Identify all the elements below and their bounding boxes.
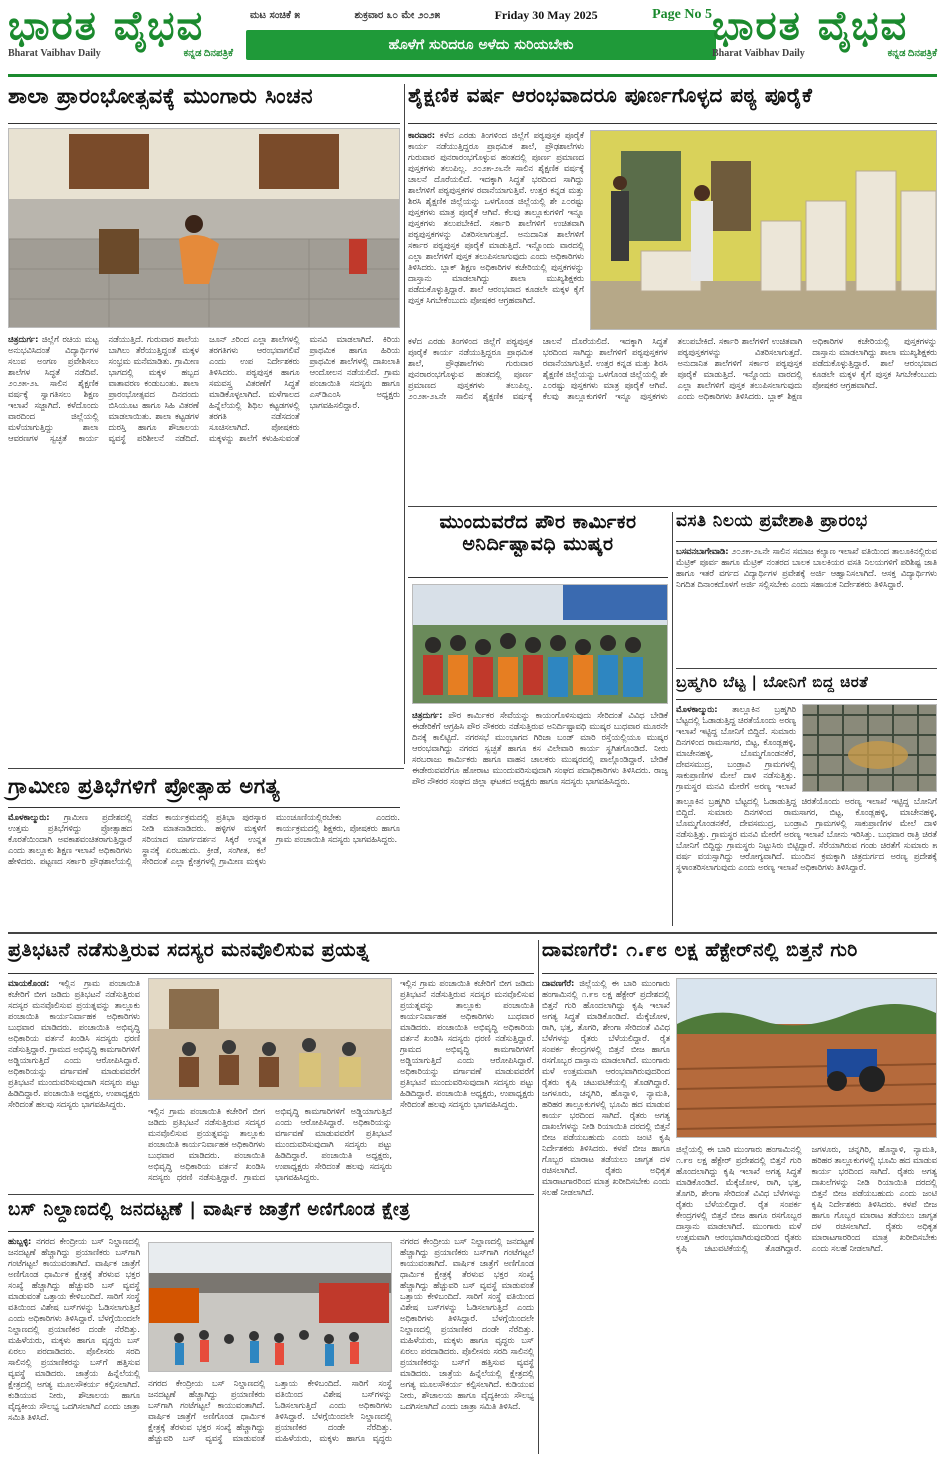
article-body-lead (676, 704, 796, 792)
logo-subtitle-en: Bharat Vaibhav Daily (712, 48, 805, 59)
body-text: ಕಳೆದ ಎರಡು ತಿಂಗಳಿಂದ ಜಿಲ್ಲೆಗೆ ಪಠ್ಯಪುಸ್ತಕ ಪೂರೈಕೆ ಕಾರ್ಯ ನಡೆಯುತ್ತಿದ್ದರೂ ಪ್ರಾಥಮಿಕ ಶಾಲೆ, ಪ್ರೌಢಶಾಲೆಗಳು ಗುರುವಾರ ಪುನರಾರಂಭಗೊಳ್ಳುವ ಹಂತದಲ್ಲಿ ಪೂರ್ಣ ಪ್ರಮಾಣದ ಪುಸ್ತಕಗಳು ತಲುಪಿಲ್ಲ. ೨೦೨೫-೨೬ನೇ ಸಾಲಿನ ಶೈಕ್ಷಣಿಕ ವರ್ಷಕ್ಕೆ ಚಾಲನೆ ದೊರೆಯಲಿದೆ. ಇದಕ್ಕಾಗಿ ಸಿದ್ಧತೆ ಭರದಿಂದ ಸಾಗಿದ್ದು ಶಾಲೆಗಳಿಗೆ ಪಠ್ಯಪುಸ್ತಕಗಳ ರವಾನೆಯಾಗುತ್ತಿವೆ. ಉತ್ತರ ಕನ್ನಡ ಮತ್ತು ಶಿರಸಿ ಶೈಕ್ಷಣಿಕ ಜಿಲ್ಲೆಯನ್ನು ಒಳಗೊಂಡ ಜಿಲ್ಲೆಯಲ್ಲಿ ಶೇ ೭೦ರಷ್ಟು ಪುಸ್ತಕಗಳು ಮಾತ್ರ ಪೂರೈಕೆ ಆಗಿವೆ. ಕೆಲವು ತಾಲ್ಲೂಕುಗಳಿಗೆ ಇನ್ನೂ ಪುಸ್ತಕಗಳು ತಲುಪಬೇಕಿದೆ. ಸರ್ಕಾರಿ ಶಾಲೆಗಳಿಗೆ ಉಚಿತವಾಗಿ ಪಠ್ಯಪುಸ್ತಕಗಳನ್ನು ವಿತರಿಸಲಾಗುತ್ತದೆ. ಅನುದಾನಿತ ಶಾಲೆಗಳಿಗೆ ಸರ್ಕಾರ ಪಠ್ಯಪುಸ್ತಕ ಪೂರೈಕೆ ಮಾಡುತ್ತಿದೆ. ಇನ್ನೊಂದು ವಾರದಲ್ಲಿ ಎಲ್ಲಾ ಶಾಲೆಗಳಿಗೆ ಪುಸ್ತಕ ತಲುಪಿಸಲಾಗುವುದು ಎಂದು ಅಧಿಕಾರಿಗಳು ತಿಳಿಸಿದರು. ಬ್ಲಾಕ್ ಶಿಕ್ಷಣ ಅಧಿಕಾರಿಗಳ ಕಚೇರಿಯಲ್ಲಿ ಪುಸ್ತಕಗಳನ್ನು ದಾಸ್ತಾನು ಮಾಡಲಾಗಿದ್ದು ಶಾಲಾ ಮುಖ್ಯಶಿಕ್ಷಕರು ಪಡೆದುಕೊಳ್ಳುತ್ತಿದ್ದಾರೆ. ಶಾಲೆ ಆರಂಭವಾದ ಕೂಡಲೇ ಮಕ್ಕಳ ಕೈಗೆ ಪುಸ್ತಕ ಸಿಗಬೇಕೆಂಬುದು ಪೋಷಕರ ಆಗ್ರಹವಾಗಿದೆ. (408, 130, 584, 305)
section-divider (8, 932, 937, 934)
body-text: ತಾಲ್ಲೂಕಿನ ಬ್ರಹ್ಮಗಿರಿ ಬೆಟ್ಟದಲ್ಲಿ ಓಡಾಡುತ್ತಿದ್ದ ಚಿರತೆಯೊಂದು ಅರಣ್ಯ ಇಲಾಖೆ ಇಟ್ಟಿದ್ದ ಬೋನಿಗೆ ಬಿದ್ದಿದೆ. ಸುಮಾರು ದಿನಗಳಿಂದ ರಾಮಸಾಗರ, ಬಿಟ್ಟ, ಕೊಂಡ್ಲಹಳ್ಳಿ, ಮಾಚೇನಹಳ್ಳಿ, ಬೊಮ್ಮಗೊಂಡನಕೆರೆ, ದೇವಸಮುದ್ರ, ಬಂಡ್ರಾವಿ ಗ್ರಾಮಗಳಲ್ಲಿ ಸಾಕುಪ್ರಾಣಿಗಳ ಮೇಲೆ ದಾಳಿ ನಡೆಸುತ್ತಿತ್ತು. ಗ್ರಾಮಸ್ಥರ ಮನವಿ ಮೇರೆಗೆ ಅರಣ್ಯ ಇಲಾಖೆ (676, 704, 796, 791)
dateline-location: ಮೊಳಕಾಲ್ಮುರು: (8, 812, 50, 822)
section-divider (8, 1194, 534, 1195)
body-text: ಪೌರ ಕಾರ್ಮಿಕರ ಸೇವೆಯನ್ನು ಕಾಯಂಗೊಳಿಸುವುದು ಸೇರಿದಂತೆ ವಿವಿಧ ಬೇಡಿಕೆ ಈಡೇರಿಕೆಗೆ ಆಗ್ರಹಿಸಿ ಪೌರ ನೌಕರರು ನಡೆಸುತ್ತಿರುವ ಅನಿರ್ದಿಷ್ಟಾವಧಿ ಮುಷ್ಕರ ಬುಧವಾರ ಮೂರನೇ ದಿನಕ್ಕೆ ಕಾಲಿಟ್ಟಿದೆ. ನಗರಸಭೆ ಮುಂಭಾಗದ ಗಿರಿಜಾ ಬಂಡ್ ಮಾರಿ ರಸ್ತೆಯಲ್ಲಿಯೂ ಮುಷ್ಕರ ಆರಂಭವಾಗಿದ್ದು ನಗರದ ಸ್ವಚ್ಛತೆ ಹಾಗೂ ಕಸ ವಿಲೇವಾರಿ ಕಾರ್ಯ ಸ್ಥಗಿತಗೊಂಡಿದೆ. ನೀರು ಸರಬರಾಜು ಕಾರ್ಮಿಕರು ಹಾಗೂ ವಾಹನ ಚಾಲಕರು ಮುಷ್ಕರದಲ್ಲಿ ಪಾಲ್ಗೊಂಡಿದ್ದಾರೆ. ಬೇಡಿಕೆ ಈಡೇರುವವರೆಗೂ ಹೋರಾಟ ಮುಂದುವರಿಸುವುದಾಗಿ ಸಂಘದ ಪದಾಧಿಕಾರಿಗಳು ತಿಳಿಸಿದರು. ರಾಜ್ಯ ಪೌರ ನೌಕರರ ಸಂಘದ ಜಿಲ್ಲಾ ಘಟಕದ ಅಧ್ಯಕ್ಷರು ಹಾಗೂ ಸದಸ್ಯರು ಭಾಗವಹಿಸಿದ್ದರು. (412, 710, 668, 786)
body-text: ೨೦೨೫-೨೬ನೇ ಸಾಲಿನ ಸಮಾಜ ಕಲ್ಯಾಣ ಇಲಾಖೆ ವತಿಯಿಂದ ತಾಲೂಕಿನಲ್ಲಿರುವ ಮೆಟ್ರಿಕ್ ಪೂರ್ವ ಹಾಗೂ ಮೆಟ್ರಿಕ್ ನಂತರದ ಬಾಲಕ ಬಾಲಕಿಯರ ವಸತಿ ನಿಲಯಗಳಿಗೆ ಪರಿಶಿಷ್ಟ ಜಾತಿ ಹಾಗೂ ಇತರೆ ವರ್ಗದ ವಿದ್ಯಾರ್ಥಿಗಳ ಪ್ರವೇಶಕ್ಕೆ ಅರ್ಜಿ ಆಹ್ವಾನಿಸಲಾಗಿದೆ. ಆಸಕ್ತ ವಿದ್ಯಾರ್ಥಿಗಳು ನಿಗದಿತ ದಿನಾಂಕದೊಳಗೆ ಅರ್ಜಿ ಸಲ್ಲಿಸಬೇಕು ಎಂದು ಸಹಾಯಕ ನಿರ್ದೇಶಕರು ತಿಳಿಸಿದ್ದಾರೆ. (676, 546, 937, 589)
article-bus-stand-crowd (8, 1200, 534, 1454)
date-kannada: ಶುಕ್ರವಾರ ೩೦ ಮೇ ೨೦೨೫ (354, 9, 441, 21)
column-divider (538, 940, 539, 1454)
dateline (246, 4, 716, 26)
dateline-location: ಚಿತ್ರದುರ್ಗ: (8, 334, 39, 344)
dateline-location: ದಾವಣಗೆರೆ: (542, 978, 575, 988)
article-body (8, 334, 400, 764)
dateline-location: ಮಾಯಕೊಂಡ: (8, 978, 50, 988)
article-body-right (400, 1236, 534, 1454)
headline: ಶೈಕ್ಷಣಿಕ ವರ್ಷ ಆರಂಭವಾದರೂ ಪೂರ್ಣಗೊಳ್ಳದ ಪಠ್ಯ ಪೂರೈಕೆ (408, 84, 937, 124)
article-body (8, 812, 400, 926)
article-body-lead (8, 1236, 140, 1454)
body-text: ಇಲ್ಲಿನ ಗ್ರಾಮ ಪಂಚಾಯಿತಿ ಕಚೇರಿಗೆ ಬೀಗ ಜಡಿದು ಪ್ರತಿಭಟನೆ ನಡೆಸುತ್ತಿರುವ ಸದಸ್ಯರ ಮನವೊಲಿಸುವ ಪ್ರಯತ್ನವನ್ನು ತಾಲ್ಲೂಕು ಪಂಚಾಯಿತಿ ಕಾರ್ಯನಿರ್ವಾಹಕ ಅಧಿಕಾರಿಗಳು ಬುಧವಾರ ಮಾಡಿದರು. ಪಂಚಾಯಿತಿ ಅಭಿವೃದ್ಧಿ ಅಧಿಕಾರಿಯ ವರ್ತನೆ ಖಂಡಿಸಿ ಸದಸ್ಯರು ಧರಣಿ ನಡೆಸುತ್ತಿದ್ದಾರೆ. ಗ್ರಾಮದ ಅಭಿವೃದ್ಧಿ ಕಾಮಗಾರಿಗಳಿಗೆ ಅಡ್ಡಿಯಾಗುತ್ತಿದೆ ಎಂದು ಆರೋಪಿಸಿದ್ದಾರೆ. ಅಧಿಕಾರಿಯನ್ನು ವರ್ಗಾವಣೆ ಮಾಡುವವರೆಗೆ ಪ್ರತಿಭಟನೆ ಮುಂದುವರಿಸುವುದಾಗಿ ಸದಸ್ಯರು ಪಟ್ಟು ಹಿಡಿದಿದ್ದಾರೆ. ಪಂಚಾಯಿತಿ ಅಧ್ಯಕ್ಷರು, ಉಪಾಧ್ಯಕ್ಷರು ಸೇರಿದಂತೆ ಹಲವು ಸದಸ್ಯರು ಭಾಗವಹಿಸಿದ್ದರು. (8, 978, 140, 1109)
photo-tractor-field (676, 978, 937, 1138)
masthead-rule (8, 74, 937, 77)
article-body (412, 710, 668, 926)
date-english: Friday 30 May 2025 (494, 7, 598, 22)
logo-title: ಭಾರತ ವೈಭವ (8, 3, 205, 49)
body-text: ಗ್ರಾಮೀಣ ಪ್ರದೇಶದಲ್ಲಿ ಉತ್ತಮ ಪ್ರತಿಭೆಗಳಿದ್ದು ಪ್ರೋತ್ಸಾಹದ ಕೊರತೆಯಿಂದಾಗಿ ಅವಕಾಶವಂಚಿತರಾಗುತ್ತಿದ್ದಾರೆ ಎಂದು ತಾಲ್ಲೂಕು ಶಿಕ್ಷಣ ಇಲಾಖೆ ಅಧಿಕಾರಿಗಳು ಹೇಳಿದರು. ಪಟ್ಟಣದ ಸರ್ಕಾರಿ ಪ್ರೌಢಶಾಲೆಯಲ್ಲಿ ನಡೆದ ಕಾರ್ಯಕ್ರಮದಲ್ಲಿ ಪ್ರತಿಭಾ ಪುರಸ್ಕಾರ ನೀಡಿ ಮಾತನಾಡಿದರು. ಹಳ್ಳಿಗಳ ಮಕ್ಕಳಿಗೆ ಸರಿಯಾದ ಮಾರ್ಗದರ್ಶನ ಸಿಕ್ಕರೆ ಉನ್ನತ ಸ್ಥಾನಕ್ಕೆ ಏರಬಹುದು. ಕ್ರೀಡೆ, ಸಂಗೀತ, ಕಲೆ ಸೇರಿದಂತೆ ಎಲ್ಲಾ ಕ್ಷೇತ್ರಗಳಲ್ಲಿ ಗ್ರಾಮೀಣ ಮಕ್ಕಳು ಮುಂಚೂಣಿಯಲ್ಲಿರಬೇಕು ಎಂದರು. ಕಾರ್ಯಕ್ರಮದಲ್ಲಿ ಶಿಕ್ಷಕರು, ಪೋಷಕರು ಹಾಗೂ ಗ್ರಾಮ ಪಂಚಾಯಿತಿ ಸದಸ್ಯರು ಭಾಗವಹಿಸಿದ್ದರು. (8, 812, 400, 866)
dateline-location: ಕಾರವಾರ: (408, 130, 436, 140)
article-hostel-admission (676, 512, 937, 662)
photo-panchayat-office (148, 978, 392, 1100)
tagline-bar (246, 30, 716, 60)
article-body-lead (8, 978, 140, 1190)
page-number: Page No 5 (652, 7, 712, 22)
dateline-location: ಹುಬ್ಬಳ್ಳಿ: (8, 1236, 32, 1246)
headline: ಗ್ರಾಮೀಣ ಪ್ರತಿಭೆಗಳಿಗೆ ಪ್ರೋತ್ಸಾಹ ಅಗತ್ಯ (8, 774, 400, 808)
article-body-continued (408, 336, 937, 502)
dateline-location: ಮೊಳಕಾಲ್ಮುರು: (676, 704, 718, 714)
article-body-lead (408, 130, 584, 330)
photo-leopard-cage (802, 704, 937, 792)
article-sowing-target (542, 940, 937, 1454)
article-body-middle (148, 1106, 392, 1190)
body-text: ಜಿಲ್ಲೆಯಲ್ಲಿ ಈ ಬಾರಿ ಮುಂಗಾರು ಹಂಗಾಮಿನಲ್ಲಿ ೧.೯೮ ಲಕ್ಷ ಹೆಕ್ಟೇರ್ ಪ್ರದೇಶದಲ್ಲಿ ಬಿತ್ತನೆ ಗುರಿ ಹೊಂದಲಾಗಿದ್ದು ಕೃಷಿ ಇಲಾಖೆ ಅಗತ್ಯ ಸಿದ್ಧತೆ ಮಾಡಿಕೊಂಡಿದೆ. ಮೆಕ್ಕೆಜೋಳ, ರಾಗಿ, ಭತ್ತ, ತೊಗರಿ, ಶೇಂಗಾ ಸೇರಿದಂತೆ ವಿವಿಧ ಬೆಳೆಗಳನ್ನು ರೈತರು ಬೆಳೆಯಲಿದ್ದಾರೆ. ರೈತ ಸಂಪರ್ಕ ಕೇಂದ್ರಗಳಲ್ಲಿ ಬಿತ್ತನೆ ಬೀಜ ಹಾಗೂ ರಸಗೊಬ್ಬರ ದಾಸ್ತಾನು ಮಾಡಲಾಗಿದೆ. ಮುಂಗಾರು ಮಳೆ ಉತ್ತಮವಾಗಿ ಆರಂಭವಾಗಿರುವುದರಿಂದ ರೈತರು ಕೃಷಿ ಚಟುವಟಿಕೆಯಲ್ಲಿ ತೊಡಗಿದ್ದಾರೆ. ಜಗಳೂರು, ಚನ್ನಗಿರಿ, ಹೊನ್ನಾಳಿ, ನ್ಯಾಮತಿ, ಹರಿಹರ ತಾಲ್ಲೂಕುಗಳಲ್ಲಿ ಭೂಮಿ ಹದ ಮಾಡುವ ಕಾರ್ಯ ಭರದಿಂದ ಸಾಗಿದೆ. ರೈತರು ಅಗತ್ಯ ದಾಖಲೆಗಳನ್ನು ನೀಡಿ ರಿಯಾಯಿತಿ ದರದಲ್ಲಿ ಬಿತ್ತನೆ ಬೀಜ ಪಡೆಯಬಹುದು ಎಂದು ಜಂಟಿ ಕೃಷಿ ನಿರ್ದೇಶಕರು ತಿಳಿಸಿದರು. ಕಳಪೆ ಬೀಜ ಹಾಗೂ ಗೊಬ್ಬರ ಮಾರಾಟ ತಡೆಯಲು ಜಾಗೃತ ದಳ ರಚಿಸಲಾಗಿದೆ. ರೈತರು ಅಧಿಕೃತ ಮಾರಾಟಗಾರರಿಂದ ಮಾತ್ರ ಖರೀದಿಸಬೇಕು ಎಂದು ಸಲಹೆ ನೀಡಲಾಗಿದೆ. (542, 978, 670, 1197)
photo-textbook-room (590, 130, 937, 330)
column-divider (404, 84, 405, 764)
masthead (8, 4, 937, 70)
body-text: ಇಲ್ಲಿನ ಗ್ರಾಮ ಪಂಚಾಯಿತಿ ಕಚೇರಿಗೆ ಬೀಗ ಜಡಿದು ಪ್ರತಿಭಟನೆ ನಡೆಸುತ್ತಿರುವ ಸದಸ್ಯರ ಮನವೊಲಿಸುವ ಪ್ರಯತ್ನವನ್ನು ತಾಲ್ಲೂಕು ಪಂಚಾಯಿತಿ ಕಾರ್ಯನಿರ್ವಾಹಕ ಅಧಿಕಾರಿಗಳು ಬುಧವಾರ ಮಾಡಿದರು. ಪಂಚಾಯಿತಿ ಅಭಿವೃದ್ಧಿ ಅಧಿಕಾರಿಯ ವರ್ತನೆ ಖಂಡಿಸಿ ಸದಸ್ಯರು ಧರಣಿ ನಡೆಸುತ್ತಿದ್ದಾರೆ. ಗ್ರಾಮದ ಅಭಿವೃದ್ಧಿ ಕಾಮಗಾರಿಗಳಿಗೆ ಅಡ್ಡಿಯಾಗುತ್ತಿದೆ ಎಂದು ಆರೋಪಿಸಿದ್ದಾರೆ. ಅಧಿಕಾರಿಯನ್ನು ವರ್ಗಾವಣೆ ಮಾಡುವವರೆಗೆ ಪ್ರತಿಭಟನೆ ಮುಂದುವರಿಸುವುದಾಗಿ ಸದಸ್ಯರು ಪಟ್ಟು ಹಿಡಿದಿದ್ದಾರೆ. ಪಂಚಾಯಿತಿ ಅಧ್ಯಕ್ಷರು, ಉಪಾಧ್ಯಕ್ಷರು ಸೇರಿದಂತೆ ಹಲವು ಸದಸ್ಯರು ಭಾಗವಹಿಸಿದ್ದರು. (400, 978, 534, 1109)
tagline: ಹೊಳೆಗೆ ಸುರಿದರೂ ಅಳೆದು ಸುರಿಯಬೇಕು (388, 37, 574, 53)
photo-school-kitchen (8, 128, 400, 328)
article-leopard-caged (676, 674, 937, 926)
body-text: ಕಳೆದ ಎರಡು ತಿಂಗಳಿಂದ ಜಿಲ್ಲೆಗೆ ಪಠ್ಯಪುಸ್ತಕ ಪೂರೈಕೆ ಕಾರ್ಯ ನಡೆಯುತ್ತಿದ್ದರೂ ಪ್ರಾಥಮಿಕ ಶಾಲೆ, ಪ್ರೌಢಶಾಲೆಗಳು ಗುರುವಾರ ಪುನರಾರಂಭಗೊಳ್ಳುವ ಹಂತದಲ್ಲಿ ಪೂರ್ಣ ಪ್ರಮಾಣದ ಪುಸ್ತಕಗಳು ತಲುಪಿಲ್ಲ. ೨೦೨೫-೨೬ನೇ ಸಾಲಿನ ಶೈಕ್ಷಣಿಕ ವರ್ಷಕ್ಕೆ ಚಾಲನೆ ದೊರೆಯಲಿದೆ. ಇದಕ್ಕಾಗಿ ಸಿದ್ಧತೆ ಭರದಿಂದ ಸಾಗಿದ್ದು ಶಾಲೆಗಳಿಗೆ ಪಠ್ಯಪುಸ್ತಕಗಳ ರವಾನೆಯಾಗುತ್ತಿವೆ. ಉತ್ತರ ಕನ್ನಡ ಮತ್ತು ಶಿರಸಿ ಶೈಕ್ಷಣಿಕ ಜಿಲ್ಲೆಯನ್ನು ಒಳಗೊಂಡ ಜಿಲ್ಲೆಯಲ್ಲಿ ಶೇ ೭೦ರಷ್ಟು ಪುಸ್ತಕಗಳು ಮಾತ್ರ ಪೂರೈಕೆ ಆಗಿವೆ. ಕೆಲವು ತಾಲ್ಲೂಕುಗಳಿಗೆ ಇನ್ನೂ ಪುಸ್ತಕಗಳು ತಲುಪಬೇಕಿದೆ. ಸರ್ಕಾರಿ ಶಾಲೆಗಳಿಗೆ ಉಚಿತವಾಗಿ ಪಠ್ಯಪುಸ್ತಕಗಳನ್ನು ವಿತರಿಸಲಾಗುತ್ತದೆ. ಅನುದಾನಿತ ಶಾಲೆಗಳಿಗೆ ಸರ್ಕಾರ ಪಠ್ಯಪುಸ್ತಕ ಪೂರೈಕೆ ಮಾಡುತ್ತಿದೆ. ಇನ್ನೊಂದು ವಾರದಲ್ಲಿ ಎಲ್ಲಾ ಶಾಲೆಗಳಿಗೆ ಪುಸ್ತಕ ತಲುಪಿಸಲಾಗುವುದು ಎಂದು ಅಧಿಕಾರಿಗಳು ತಿಳಿಸಿದರು. ಬ್ಲಾಕ್ ಶಿಕ್ಷಣ ಅಧಿಕಾರಿಗಳ ಕಚೇರಿಯಲ್ಲಿ ಪುಸ್ತಕಗಳನ್ನು ದಾಸ್ತಾನು ಮಾಡಲಾಗಿದ್ದು ಶಾಲಾ ಮುಖ್ಯಶಿಕ್ಷಕರು ಪಡೆದುಕೊಳ್ಳುತ್ತಿದ್ದಾರೆ. ಶಾಲೆ ಆರಂಭವಾದ ಕೂಡಲೇ ಮಕ್ಕಳ ಕೈಗೆ ಪುಸ್ತಕ ಸಿಗಬೇಕೆಂಬುದು ಪೋಷಕರ ಆಗ್ರಹವಾಗಿದೆ. (408, 336, 937, 401)
body-text: ನಗರದ ಕೇಂದ್ರೀಯ ಬಸ್ ನಿಲ್ದಾಣದಲ್ಲಿ ಜನದಟ್ಟಣೆ ಹೆಚ್ಚಾಗಿದ್ದು ಪ್ರಯಾಣಿಕರು ಬಸ್‌ಗಾಗಿ ಗಂಟೆಗಟ್ಟಲೆ ಕಾಯುವಂತಾಗಿದೆ. ವಾರ್ಷಿಕ ಜಾತ್ರೆಗೆ ಅಣಿಗೊಂಡ ಧಾರ್ಮಿಕ ಕ್ಷೇತ್ರಕ್ಕೆ ತೆರಳುವ ಭಕ್ತರ ಸಂಖ್ಯೆ ಹೆಚ್ಚಾಗಿದ್ದು ಹೆಚ್ಚುವರಿ ಬಸ್ ವ್ಯವಸ್ಥೆ ಮಾಡುವಂತೆ ಒತ್ತಾಯ ಕೇಳಿಬಂದಿದೆ. ಸಾರಿಗೆ ಸಂಸ್ಥೆ ವತಿಯಿಂದ ವಿಶೇಷ ಬಸ್‌ಗಳನ್ನು ಓಡಿಸಲಾಗುತ್ತಿದೆ ಎಂದು ಅಧಿಕಾರಿಗಳು ತಿಳಿಸಿದ್ದಾರೆ. ಬೆಳಗ್ಗೆಯಿಂದಲೇ ನಿಲ್ದಾಣದಲ್ಲಿ ಪ್ರಯಾಣಿಕರ ದಂಡೇ ನೆರೆದಿತ್ತು. ಮಹಿಳೆಯರು, ಮಕ್ಕಳು ಹಾಗೂ ವೃದ್ಧರು ಬಸ್ ಏರಲು ಪರದಾಡಿದರು. ಪೊಲೀಸರು ಸರದಿ ಸಾಲಿನಲ್ಲಿ ಪ್ರಯಾಣಿಕರನ್ನು ಬಸ್‌ಗೆ ಹತ್ತಿಸುವ ವ್ಯವಸ್ಥೆ ಮಾಡಿದರು. ಜಾತ್ರೆಯ ಹಿನ್ನೆಲೆಯಲ್ಲಿ ಕ್ಷೇತ್ರದಲ್ಲಿ ಅಗತ್ಯ ಮೂಲಸೌಕರ್ಯ ಕಲ್ಪಿಸಲಾಗಿದೆ. ಕುಡಿಯುವ ನೀರು, ಶೌಚಾಲಯ ಹಾಗೂ ವೈದ್ಯಕೀಯ ಸೌಲಭ್ಯ ಒದಗಿಸಲಾಗಿದೆ ಎಂದು ಜಾತ್ರಾ ಸಮಿತಿ ತಿಳಿಸಿದೆ. (400, 1236, 534, 1411)
article-body-continued (676, 1144, 937, 1454)
body-text: ನಗರದ ಕೇಂದ್ರೀಯ ಬಸ್ ನಿಲ್ದಾಣದಲ್ಲಿ ಜನದಟ್ಟಣೆ ಹೆಚ್ಚಾಗಿದ್ದು ಪ್ರಯಾಣಿಕರು ಬಸ್‌ಗಾಗಿ ಗಂಟೆಗಟ್ಟಲೆ ಕಾಯುವಂತಾಗಿದೆ. ವಾರ್ಷಿಕ ಜಾತ್ರೆಗೆ ಅಣಿಗೊಂಡ ಧಾರ್ಮಿಕ ಕ್ಷೇತ್ರಕ್ಕೆ ತೆರಳುವ ಭಕ್ತರ ಸಂಖ್ಯೆ ಹೆಚ್ಚಾಗಿದ್ದು ಹೆಚ್ಚುವರಿ ಬಸ್ ವ್ಯವಸ್ಥೆ ಮಾಡುವಂತೆ ಒತ್ತಾಯ ಕೇಳಿಬಂದಿದೆ. ಸಾರಿಗೆ ಸಂಸ್ಥೆ ವತಿಯಿಂದ ವಿಶೇಷ ಬಸ್‌ಗಳನ್ನು ಓಡಿಸಲಾಗುತ್ತಿದೆ ಎಂದು ಅಧಿಕಾರಿಗಳು ತಿಳಿಸಿದ್ದಾರೆ. ಬೆಳಗ್ಗೆಯಿಂದಲೇ ನಿಲ್ದಾಣದಲ್ಲಿ ಪ್ರಯಾಣಿಕರ ದಂಡೇ ನೆರೆದಿತ್ತು. ಮಹಿಳೆಯರು, ಮಕ್ಕಳು ಹಾಗೂ ವೃದ್ಧರು (148, 1378, 392, 1443)
article-protest-members (8, 940, 534, 1190)
headline: ಮುಂದುವರೆದ ಪೌರ ಕಾರ್ಮಿಕರ ಅನಿರ್ದಿಷ್ಟಾವಧಿ ಮುಷ್ಕರ (408, 512, 668, 578)
section-divider (408, 506, 937, 507)
logo-left (8, 4, 233, 68)
logo-right (712, 4, 937, 68)
dateline-location: ಬಸವನಬಾಗೇವಾಡಿ: (676, 546, 729, 556)
article-civic-workers-strike (408, 512, 668, 926)
body-text: ಜಿಲ್ಲೆಯಲ್ಲಿ ಈ ಬಾರಿ ಮುಂಗಾರು ಹಂಗಾಮಿನಲ್ಲಿ ೧.೯೮ ಲಕ್ಷ ಹೆಕ್ಟೇರ್ ಪ್ರದೇಶದಲ್ಲಿ ಬಿತ್ತನೆ ಗುರಿ ಹೊಂದಲಾಗಿದ್ದು ಕೃಷಿ ಇಲಾಖೆ ಅಗತ್ಯ ಸಿದ್ಧತೆ ಮಾಡಿಕೊಂಡಿದೆ. ಮೆಕ್ಕೆಜೋಳ, ರಾಗಿ, ಭತ್ತ, ತೊಗರಿ, ಶೇಂಗಾ ಸೇರಿದಂತೆ ವಿವಿಧ ಬೆಳೆಗಳನ್ನು ರೈತರು ಬೆಳೆಯಲಿದ್ದಾರೆ. ರೈತ ಸಂಪರ್ಕ ಕೇಂದ್ರಗಳಲ್ಲಿ ಬಿತ್ತನೆ ಬೀಜ ಹಾಗೂ ರಸಗೊಬ್ಬರ ದಾಸ್ತಾನು ಮಾಡಲಾಗಿದೆ. ಮುಂಗಾರು ಮಳೆ ಉತ್ತಮವಾಗಿ ಆರಂಭವಾಗಿರುವುದರಿಂದ ರೈತರು ಕೃಷಿ ಚಟುವಟಿಕೆಯಲ್ಲಿ ತೊಡಗಿದ್ದಾರೆ. ಜಗಳೂರು, ಚನ್ನಗಿರಿ, ಹೊನ್ನಾಳಿ, ನ್ಯಾಮತಿ, ಹರಿಹರ ತಾಲ್ಲೂಕುಗಳಲ್ಲಿ ಭೂಮಿ ಹದ ಮಾಡುವ ಕಾರ್ಯ ಭರದಿಂದ ಸಾಗಿದೆ. ರೈತರು ಅಗತ್ಯ ದಾಖಲೆಗಳನ್ನು ನೀಡಿ ರಿಯಾಯಿತಿ ದರದಲ್ಲಿ ಬಿತ್ತನೆ ಬೀಜ ಪಡೆಯಬಹುದು ಎಂದು ಜಂಟಿ ಕೃಷಿ ನಿರ್ದೇಶಕರು ತಿಳಿಸಿದರು. ಕಳಪೆ ಬೀಜ ಹಾಗೂ ಗೊಬ್ಬರ ಮಾರಾಟ ತಡೆಯಲು ಜಾಗೃತ ದಳ ರಚಿಸಲಾಗಿದೆ. ರೈತರು ಅಧಿಕೃತ ಮಾರಾಟಗಾರರಿಂದ ಮಾತ್ರ ಖರೀದಿಸಬೇಕು ಎಂದು ಸಲಹೆ ನೀಡಲಾಗಿದೆ. (676, 1144, 937, 1253)
logo-subtitle-kn: ಕನ್ನಡ ದಿನಪತ್ರಿಕೆ (887, 48, 937, 59)
body-text: ತಾಲ್ಲೂಕಿನ ಬ್ರಹ್ಮಗಿರಿ ಬೆಟ್ಟದಲ್ಲಿ ಓಡಾಡುತ್ತಿದ್ದ ಚಿರತೆಯೊಂದು ಅರಣ್ಯ ಇಲಾಖೆ ಇಟ್ಟಿದ್ದ ಬೋನಿಗೆ ಬಿದ್ದಿದೆ. ಸುಮಾರು ದಿನಗಳಿಂದ ರಾಮಸಾಗರ, ಬಿಟ್ಟ, ಕೊಂಡ್ಲಹಳ್ಳಿ, ಮಾಚೇನಹಳ್ಳಿ, ಬೊಮ್ಮಗೊಂಡನಕೆರೆ, ದೇವಸಮುದ್ರ, ಬಂಡ್ರಾವಿ ಗ್ರಾಮಗಳಲ್ಲಿ ಸಾಕುಪ್ರಾಣಿಗಳ ಮೇಲೆ ದಾಳಿ ನಡೆಸುತ್ತಿತ್ತು. ಗ್ರಾಮಸ್ಥರ ಮನವಿ ಮೇರೆಗೆ ಅರಣ್ಯ ಇಲಾಖೆ ಬೋನು ಇರಿಸಿತ್ತು. ಬುಧವಾರ ರಾತ್ರಿ ಚಿರತೆ ಬೋನಿಗೆ ಬಿದ್ದಿದ್ದು ಗ್ರಾಮಸ್ಥರು ನಿಟ್ಟುಸಿರು ಬಿಟ್ಟಿದ್ದಾರೆ. ಸೆರೆಯಾಗಿರುವ ಗಂಡು ಚಿರತೆಗೆ ಸುಮಾರು ೫ ವರ್ಷ ವಯಸ್ಸಾಗಿದ್ದು ಆರೋಗ್ಯವಾಗಿದೆ. ಮುಂದಿನ ಕ್ರಮಕ್ಕಾಗಿ ಚಿತ್ರದುರ್ಗದ ಅರಣ್ಯ ಪ್ರದೇಶಕ್ಕೆ ಸ್ಥಳಾಂತರಿಸಲಾಗುವುದು ಎಂದು ಅರಣ್ಯ ಇಲಾಖೆ ಅಧಿಕಾರಿಗಳು ತಿಳಿಸಿದ್ದಾರೆ. (676, 796, 937, 872)
section-divider (8, 768, 404, 769)
article-rural-talent (8, 774, 400, 926)
headline: ಬ್ರಹ್ಮಗಿರಿ ಬೆಟ್ಟ | ಬೋನಿಗೆ ಬಿದ್ದ ಚಿರತೆ (676, 674, 937, 700)
headline: ಬಸ್ ನಿಲ್ದಾಣದಲ್ಲಿ ಜನದಟ್ಟಣೆ | ವಾರ್ಷಿಕ ಜಾತ್ರೆಗೆ ಅಣಿಗೊಂಡ ಕ್ಷೇತ್ರ (8, 1200, 534, 1232)
article-body-right (400, 978, 534, 1190)
headline: ಶಾಲಾ ಪ್ರಾರಂಭೋತ್ಸವಕ್ಕೆ ಮುಂಗಾರು ಸಿಂಚನ (8, 84, 400, 124)
article-body-continued (676, 796, 937, 924)
logo-subtitle-kn: ಕನ್ನಡ ದಿನಪತ್ರಿಕೆ (183, 48, 233, 59)
logo-subtitle-en: Bharat Vaibhav Daily (8, 48, 101, 59)
section-divider (676, 668, 937, 669)
body-text: ಇಲ್ಲಿನ ಗ್ರಾಮ ಪಂಚಾಯಿತಿ ಕಚೇರಿಗೆ ಬೀಗ ಜಡಿದು ಪ್ರತಿಭಟನೆ ನಡೆಸುತ್ತಿರುವ ಸದಸ್ಯರ ಮನವೊಲಿಸುವ ಪ್ರಯತ್ನವನ್ನು ತಾಲ್ಲೂಕು ಪಂಚಾಯಿತಿ ಕಾರ್ಯನಿರ್ವಾಹಕ ಅಧಿಕಾರಿಗಳು ಬುಧವಾರ ಮಾಡಿದರು. ಪಂಚಾಯಿತಿ ಅಭಿವೃದ್ಧಿ ಅಧಿಕಾರಿಯ ವರ್ತನೆ ಖಂಡಿಸಿ ಸದಸ್ಯರು ಧರಣಿ ನಡೆಸುತ್ತಿದ್ದಾರೆ. ಗ್ರಾಮದ ಅಭಿವೃದ್ಧಿ ಕಾಮಗಾರಿಗಳಿಗೆ ಅಡ್ಡಿಯಾಗುತ್ತಿದೆ ಎಂದು ಆರೋಪಿಸಿದ್ದಾರೆ. ಅಧಿಕಾರಿಯನ್ನು ವರ್ಗಾವಣೆ ಮಾಡುವವರೆಗೆ ಪ್ರತಿಭಟನೆ ಮುಂದುವರಿಸುವುದಾಗಿ ಸದಸ್ಯರು ಪಟ್ಟು ಹಿಡಿದಿದ್ದಾರೆ. ಪಂಚಾಯಿತಿ ಅಧ್ಯಕ್ಷರು, ಉಪಾಧ್ಯಕ್ಷರು ಸೇರಿದಂತೆ ಹಲವು ಸದಸ್ಯರು ಭಾಗವಹಿಸಿದ್ದರು. (148, 1106, 392, 1182)
article-body (676, 546, 937, 658)
headline: ವಸತಿ ನಿಲಯ ಪ್ರವೇಶಾತಿ ಪ್ರಾರಂಭ (676, 512, 937, 542)
column-divider (672, 512, 673, 926)
body-text: ಜಿಲ್ಲೆಗೆ ರಚಿಯ ಮಟ್ಟ ಅನುಭವಿಸಿದಂತೆ ವಿದ್ಯಾರ್ಥಿಗಳ ಸಲುವ ಅಂಗಣ ಪ್ರವೇಶಿಸಲು ಶಾಲೆಗಳ ಸಿದ್ಧತೆ ನಡೆದಿವೆ. ೨೦೨೫-೨೬ ಸಾಲಿನ ಶೈಕ್ಷಣಿಕ ವರ್ಷಕ್ಕೆ ಸ್ವಾಗತಿಸಲು ಶಿಕ್ಷಣ ಇಲಾಖೆ ಸಜ್ಜಾಗಿದೆ. ಕಳೆದೊಂದು ವಾರದಿಂದ ಜಿಲ್ಲೆಯಲ್ಲಿ ಮಳೆಯಾಗುತ್ತಿದ್ದು ಶಾಲಾ ಆವರಣಗಳ ಸ್ವಚ್ಛತೆ ಕಾರ್ಯ ನಡೆಯುತ್ತಿದೆ. ಗುರುವಾರ ಶಾಲೆಯ ಬಾಗಿಲು ತೆರೆಯುತ್ತಿದ್ದಂತೆ ಮಕ್ಕಳ ಸಂಭ್ರಮ ಮನೆಮಾಡಿತು. ಗ್ರಾಮೀಣ ಭಾಗದಲ್ಲಿ ಮಕ್ಕಳ ಹಬ್ಬದ ವಾತಾವರಣ ಕಂಡುಬಂತು. ಶಾಲಾ ಪ್ರಾರಂಭೋತ್ಸವದ ದಿನದಂದು ಬಿಸಿಯೂಟ ಹಾಗೂ ಸಿಹಿ ವಿತರಣೆ ಮಾಡಲಾಯಿತು. ಶಾಲಾ ಕಟ್ಟಡಗಳ ದುರಸ್ತಿ ಹಾಗೂ ಶೌಚಾಲಯ ವ್ಯವಸ್ಥೆ ಪರಿಶೀಲನೆ ನಡೆದಿದೆ. ಜೂನ್ ೨ರಿಂದ ಎಲ್ಲಾ ಶಾಲೆಗಳಲ್ಲಿ ತರಗತಿಗಳು ಆರಂಭವಾಗಲಿವೆ ಎಂದು ಉಪ ನಿರ್ದೇಶಕರು ತಿಳಿಸಿದರು. ಪಠ್ಯಪುಸ್ತಕ ಹಾಗೂ ಸಮವಸ್ತ್ರ ವಿತರಣೆಗೆ ಸಿದ್ಧತೆ ಮಾಡಿಕೊಳ್ಳಲಾಗಿದೆ. ಮಳೆಗಾಲದ ಹಿನ್ನೆಲೆಯಲ್ಲಿ ಶಿಥಿಲ ಕಟ್ಟಡಗಳಲ್ಲಿ ತರಗತಿ ನಡೆಸದಂತೆ ಸೂಚಿಸಲಾಗಿದೆ. ಪೋಷಕರು ಮಕ್ಕಳನ್ನು ಶಾಲೆಗೆ ಕಳುಹಿಸುವಂತೆ ಮನವಿ ಮಾಡಲಾಗಿದೆ. ಕಿರಿಯ ಪ್ರಾಥಮಿಕ ಹಾಗೂ ಹಿರಿಯ ಪ್ರಾಥಮಿಕ ಶಾಲೆಗಳಲ್ಲಿ ದಾಖಲಾತಿ ಆಂದೋಲನ ನಡೆಯಲಿದೆ. ಗ್ರಾಮ ಪಂಚಾಯಿತಿ ಸದಸ್ಯರು ಹಾಗೂ ಎಸ್‌ಡಿಎಂಸಿ ಅಧ್ಯಕ್ಷರು ಭಾಗವಹಿಸಲಿದ್ದಾರೆ. (8, 334, 400, 443)
article-textbook-supply (408, 84, 937, 502)
photo-protest-crowd (412, 584, 668, 704)
issue-number: ಮಟ ಸಂಚಿಕೆ ೫ (250, 9, 300, 21)
dateline-location: ಚಿತ್ರದುರ್ಗ: (412, 710, 443, 720)
headline: ದಾವಣಗೆರೆ: ೧.೯೮ ಲಕ್ಷ ಹೆಕ್ಟೇರ್‌ನಲ್ಲಿ ಬಿತ್ತನೆ ಗುರಿ (542, 940, 937, 974)
body-text: ನಗರದ ಕೇಂದ್ರೀಯ ಬಸ್ ನಿಲ್ದಾಣದಲ್ಲಿ ಜನದಟ್ಟಣೆ ಹೆಚ್ಚಾಗಿದ್ದು ಪ್ರಯಾಣಿಕರು ಬಸ್‌ಗಾಗಿ ಗಂಟೆಗಟ್ಟಲೆ ಕಾಯುವಂತಾಗಿದೆ. ವಾರ್ಷಿಕ ಜಾತ್ರೆಗೆ ಅಣಿಗೊಂಡ ಧಾರ್ಮಿಕ ಕ್ಷೇತ್ರಕ್ಕೆ ತೆರಳುವ ಭಕ್ತರ ಸಂಖ್ಯೆ ಹೆಚ್ಚಾಗಿದ್ದು ಹೆಚ್ಚುವರಿ ಬಸ್ ವ್ಯವಸ್ಥೆ ಮಾಡುವಂತೆ ಒತ್ತಾಯ ಕೇಳಿಬಂದಿದೆ. ಸಾರಿಗೆ ಸಂಸ್ಥೆ ವತಿಯಿಂದ ವಿಶೇಷ ಬಸ್‌ಗಳನ್ನು ಓಡಿಸಲಾಗುತ್ತಿದೆ ಎಂದು ಅಧಿಕಾರಿಗಳು ತಿಳಿಸಿದ್ದಾರೆ. ಬೆಳಗ್ಗೆಯಿಂದಲೇ ನಿಲ್ದಾಣದಲ್ಲಿ ಪ್ರಯಾಣಿಕರ ದಂಡೇ ನೆರೆದಿತ್ತು. ಮಹಿಳೆಯರು, ಮಕ್ಕಳು ಹಾಗೂ ವೃದ್ಧರು ಬಸ್ ಏರಲು ಪರದಾಡಿದರು. ಪೊಲೀಸರು ಸರದಿ ಸಾಲಿನಲ್ಲಿ ಪ್ರಯಾಣಿಕರನ್ನು ಬಸ್‌ಗೆ ಹತ್ತಿಸುವ ವ್ಯವಸ್ಥೆ ಮಾಡಿದರು. ಜಾತ್ರೆಯ ಹಿನ್ನೆಲೆಯಲ್ಲಿ ಕ್ಷೇತ್ರದಲ್ಲಿ ಅಗತ್ಯ ಮೂಲಸೌಕರ್ಯ ಕಲ್ಪಿಸಲಾಗಿದೆ. ಕುಡಿಯುವ ನೀರು, ಶೌಚಾಲಯ ಹಾಗೂ ವೈದ್ಯಕೀಯ ಸೌಲಭ್ಯ ಒದಗಿಸಲಾಗಿದೆ ಎಂದು ಜಾತ್ರಾ ಸಮಿತಿ ತಿಳಿಸಿದೆ. (8, 1236, 140, 1422)
logo-title: ಭಾರತ ವೈಭವ (712, 3, 909, 49)
headline: ಪ್ರತಿಭಟನೆ ನಡೆಸುತ್ತಿರುವ ಸದಸ್ಯರ ಮನವೊಲಿಸುವ ಪ್ರಯತ್ನ (8, 940, 534, 974)
article-body-lead (542, 978, 670, 1454)
photo-bus-stand (148, 1242, 392, 1372)
center-header (246, 4, 716, 68)
article-body-middle (148, 1378, 392, 1454)
article-school-opening (8, 84, 400, 764)
